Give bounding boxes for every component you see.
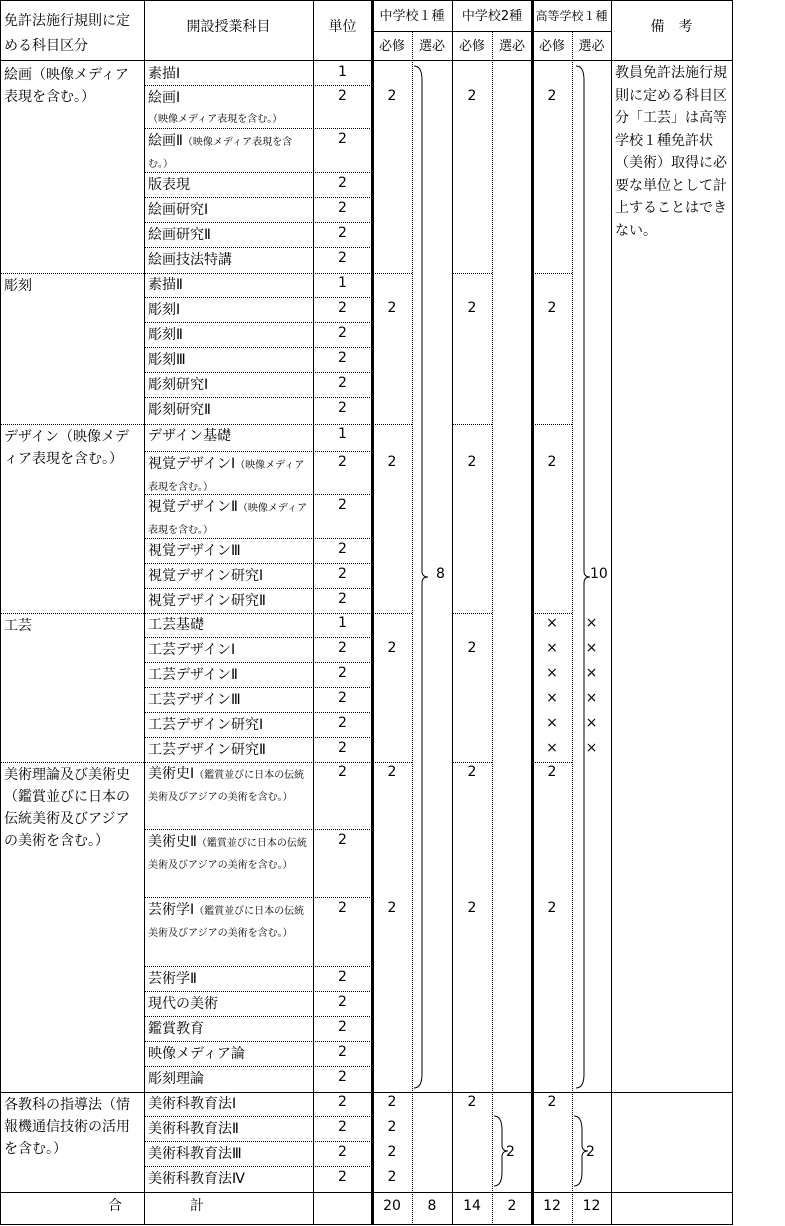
grid-line [144, 712, 372, 713]
hs1-elective-value: × [585, 640, 598, 656]
grid-line [144, 1166, 372, 1167]
brace-value: 2 [506, 1144, 515, 1160]
subject-name: 鑑賞教育 [148, 1021, 204, 1037]
subject-name: 版表現 [148, 177, 190, 193]
remarks-header: 備 考 [650, 19, 693, 35]
subject-name: 美術科教育法Ⅳ [148, 1171, 245, 1187]
jh1-required-value: 2 [387, 764, 397, 780]
subject-name [148, 832, 312, 876]
jh1-required-value: 2 [387, 1144, 397, 1160]
grid-line [144, 662, 372, 663]
grid-line [144, 372, 372, 373]
grid-line [532, 424, 572, 425]
grid-line [144, 687, 372, 688]
hs1-elective-value: × [585, 690, 598, 706]
jh2-required-value: 2 [467, 454, 477, 470]
jh1-required-value: 2 [387, 88, 397, 104]
subject-name: 彫刻研究Ⅱ [148, 402, 211, 418]
total-jh2_el: 2 [507, 1198, 517, 1214]
subject-main: 絵画Ⅱ [148, 133, 183, 149]
subjects-header: 開設授業科目 [186, 19, 271, 35]
grid-line [144, 85, 372, 86]
jh2-required-value: 2 [467, 900, 477, 916]
required-subheader: 必修 [458, 39, 485, 54]
grid-line [732, 0, 733, 1225]
jh1-required-value: 2 [387, 900, 397, 916]
subject-name: 彫刻Ⅲ [148, 352, 186, 368]
unit-value: 1 [338, 64, 347, 80]
jh1-elective-brace [414, 66, 434, 1088]
grid-line [412, 31, 413, 1225]
grid-line [452, 273, 492, 274]
subject-name: 絵画研究Ⅰ [148, 202, 209, 218]
jh1-required-value: 2 [387, 1094, 397, 1110]
subject-name: 美術科教育法Ⅲ [148, 1146, 242, 1162]
elective-subheader: 選必 [578, 39, 605, 54]
unit-value: 2 [338, 1019, 347, 1035]
subject-name: 素描Ⅰ [148, 66, 181, 82]
grid-line [144, 451, 372, 452]
jh1-required-value: 2 [387, 1119, 397, 1135]
grid-line [0, 273, 412, 274]
jh2-required-value: 2 [467, 1094, 477, 1110]
unit-value: 2 [338, 350, 347, 366]
subject-name: 素描Ⅱ [148, 277, 183, 293]
grid-line [144, 1016, 372, 1017]
total-hs1_el: 12 [582, 1198, 601, 1214]
hs1-required-value: 2 [547, 900, 557, 916]
total-label-2: 計 [190, 1198, 204, 1214]
unit-value: 1 [338, 426, 347, 442]
jh2-required-value: 2 [467, 640, 477, 656]
unit-value: 2 [338, 400, 347, 416]
total-jh1_req: 20 [383, 1198, 401, 1214]
unit-value: 2 [338, 200, 347, 216]
jh1-required-value: 2 [387, 300, 397, 316]
subject-name: 工芸デザインⅡ [148, 667, 238, 683]
grid-line [0, 1224, 732, 1225]
unit-value: 2 [338, 300, 347, 316]
grid-line [452, 762, 492, 763]
hs1-required-value: 2 [547, 1094, 557, 1110]
unit-value: 2 [338, 1169, 347, 1185]
subject-note: （映像メディア表現を含む。） [148, 114, 283, 125]
subject-note: （鑑賞並びに日本の伝統美術及びアジアの美術を含む。） [148, 770, 305, 803]
unit-value: 2 [338, 1094, 347, 1110]
subject-name: 工芸デザインⅢ [148, 692, 241, 708]
jh2-required-value: 2 [467, 764, 477, 780]
category-name: 各教科の指導法（情報機通信技術の活用を含む。） [4, 1097, 130, 1157]
unit-value: 2 [338, 591, 347, 607]
grid-line [0, 424, 412, 425]
grid-line [144, 172, 372, 173]
total-hs1_req: 12 [543, 1198, 561, 1214]
subject-note: （鑑賞並びに日本の伝統美術及びアジアの美術を含む。） [148, 906, 305, 939]
grid-line [611, 1092, 732, 1093]
grid-line [144, 197, 372, 198]
subject-note: （映像メディア表現を含む。） [148, 137, 293, 170]
subject-name [148, 88, 312, 130]
hs1-elective-value: × [585, 740, 598, 756]
unit-value: 2 [338, 225, 347, 241]
grid-line [144, 397, 372, 398]
grid-line [532, 762, 572, 763]
grid-line [532, 273, 572, 274]
grid-line [144, 966, 372, 967]
hs1-required-value: 2 [547, 454, 557, 470]
category-header: 免許法施行規則に定める科目区分 [4, 13, 130, 54]
subject-name: 彫刻Ⅰ [148, 302, 181, 318]
hs1-required-value: × [546, 715, 558, 731]
subject-name: 美術科教育法Ⅰ [148, 1096, 237, 1112]
grid-line [144, 1041, 372, 1042]
grid-line [0, 613, 412, 614]
hs1-required-value: × [546, 615, 558, 631]
grid-line [532, 613, 572, 614]
subject-name: 視覚デザイン研究Ⅰ [148, 568, 264, 584]
grid-line [144, 1141, 372, 1142]
hs1-required-value: × [546, 665, 558, 681]
jh1-required-value: 2 [387, 640, 397, 656]
units-header: 単位 [328, 19, 357, 35]
subject-name: 視覚デザイン研究Ⅱ [148, 593, 266, 609]
subject-main: 絵画Ⅰ [148, 90, 181, 106]
unit-value: 2 [338, 690, 347, 706]
subject-name: 彫刻Ⅱ [148, 327, 183, 343]
unit-value: 2 [338, 1069, 347, 1085]
required-subheader: 必修 [538, 39, 565, 54]
grid-line [572, 31, 573, 1225]
grid-line [144, 322, 372, 323]
grid-line [144, 1116, 372, 1117]
subject-note: （映像メディア表現を含む。） [148, 460, 305, 493]
total-jh2_req: 14 [463, 1198, 481, 1214]
subject-main: 視覚デザインⅡ [148, 499, 238, 515]
unit-value: 2 [338, 541, 347, 557]
hs1-required-value: 2 [547, 764, 557, 780]
unit-value: 2 [338, 497, 347, 513]
subject-name: 工芸デザイン研究Ⅱ [148, 742, 266, 758]
jh1-header: 中学校１種 [379, 9, 445, 24]
unit-value: 2 [338, 640, 347, 656]
jh1-required-value: 2 [387, 1169, 397, 1185]
unit-value: 2 [338, 250, 347, 266]
unit-value: 2 [338, 969, 347, 985]
grid-line [144, 829, 372, 830]
grid-line [452, 424, 492, 425]
grid-line [144, 347, 372, 348]
subject-note: （映像メディア表現を含む。） [148, 503, 308, 536]
subject-main: 視覚デザインⅠ [148, 456, 236, 472]
unit-value: 1 [338, 275, 347, 291]
grid-line [611, 0, 612, 1225]
hs1-required-value: × [546, 690, 558, 706]
total-jh1_el: 8 [427, 1198, 437, 1214]
brace-value: 10 [590, 566, 608, 582]
subject-name [148, 454, 312, 498]
subject-name: 工芸デザイン研究Ⅰ [148, 717, 264, 733]
grid-line [0, 60, 732, 61]
hs1-header: 高等学校１種 [535, 9, 608, 23]
grid-line [144, 637, 372, 638]
subject-name [148, 900, 312, 944]
unit-value: 2 [338, 566, 347, 582]
grid-line [144, 247, 372, 248]
category-name: 美術理論及び美術史（鑑賞並びに日本の伝統美術及びアジアの美術を含む。） [4, 767, 130, 849]
unit-value: 2 [338, 994, 347, 1010]
subject-name: 工芸基礎 [148, 617, 204, 633]
unit-value: 2 [338, 764, 347, 780]
grid-line [144, 737, 372, 738]
category-name: 彫刻 [4, 278, 32, 294]
subject-main: 美術史Ⅰ [148, 766, 195, 782]
unit-value: 2 [338, 175, 347, 191]
hs1-required-value: × [546, 640, 558, 656]
unit-value: 2 [338, 740, 347, 756]
category-name: 工芸 [4, 618, 32, 634]
category-name: デザイン（映像メディア表現を含む。） [4, 429, 130, 467]
jh2-header: 中学校2種 [461, 9, 523, 24]
unit-value: 2 [338, 832, 347, 848]
subject-name: 彫刻理論 [148, 1071, 204, 1087]
hs1-required-value: × [546, 740, 558, 756]
hs1-required-value: 2 [547, 300, 557, 316]
hs1-elective-value: × [585, 715, 598, 731]
grid-line [144, 588, 372, 589]
subject-name [148, 764, 312, 808]
jh1-required-value: 2 [387, 454, 397, 470]
subject-name: 絵画技法特講 [148, 252, 232, 268]
remarks-text: 教員免許法施行規則に定める科目区分「工芸」は高等学校１種免許状（美術）取得に必要な単位として計上することはできない。 [615, 65, 727, 239]
unit-value: 2 [338, 1144, 347, 1160]
subject-name [148, 497, 312, 541]
grid-line [144, 1066, 372, 1067]
grid-line [0, 1092, 611, 1093]
unit-value: 2 [338, 715, 347, 731]
grid-line [0, 762, 412, 763]
grid-line [144, 128, 372, 129]
required-subheader: 必修 [378, 39, 405, 54]
grid-line [0, 0, 732, 1]
subject-name: 美術科教育法Ⅱ [148, 1121, 239, 1137]
subject-name [148, 131, 312, 175]
unit-value: 2 [338, 131, 347, 147]
grid-line [0, 1192, 732, 1193]
unit-value: 2 [338, 454, 347, 470]
subject-main: 芸術学Ⅰ [148, 902, 195, 918]
grid-line [144, 897, 372, 898]
subject-name: 工芸デザインⅠ [148, 642, 236, 658]
category-name: 絵画（映像メディア表現を含む。） [4, 67, 129, 105]
grid-line [144, 991, 372, 992]
subject-note: （鑑賞並びに日本の伝統美術及びアジアの美術を含む。） [148, 838, 307, 871]
unit-value: 2 [338, 665, 347, 681]
unit-value: 2 [338, 900, 347, 916]
hs1-required-value: 2 [547, 88, 557, 104]
unit-value: 1 [338, 615, 347, 631]
brace-value: 8 [436, 566, 445, 582]
subject-name: 絵画研究Ⅱ [148, 227, 211, 243]
subject-name: 彫刻研究Ⅰ [148, 377, 209, 393]
unit-value: 2 [338, 375, 347, 391]
jh2-required-value: 2 [467, 88, 477, 104]
grid-line [144, 222, 372, 223]
unit-value: 2 [338, 1119, 347, 1135]
subject-name: 視覚デザインⅢ [148, 543, 241, 559]
unit-value: 2 [338, 325, 347, 341]
unit-value: 2 [338, 1044, 347, 1060]
elective-subheader: 選必 [418, 39, 445, 54]
grid-line [144, 538, 372, 539]
grid-line [144, 297, 372, 298]
subject-name: 映像メディア論 [148, 1046, 245, 1062]
hs1-elective-value: × [585, 665, 598, 681]
brace-value: 2 [586, 1144, 595, 1160]
hs1-elective-value: × [585, 615, 598, 631]
subject-name: 芸術学Ⅱ [148, 971, 197, 987]
unit-value: 2 [338, 88, 347, 104]
subject-name: デザイン基礎 [148, 428, 232, 444]
grid-line [144, 494, 372, 495]
elective-subheader: 選必 [498, 39, 525, 54]
grid-line [492, 31, 493, 1225]
total-label-1: 合 [108, 1198, 122, 1214]
subject-main: 美術史Ⅱ [148, 834, 197, 850]
subject-name: 現代の美術 [148, 996, 218, 1012]
jh2-required-value: 2 [467, 300, 477, 316]
grid-line [144, 563, 372, 564]
grid-line [452, 613, 492, 614]
